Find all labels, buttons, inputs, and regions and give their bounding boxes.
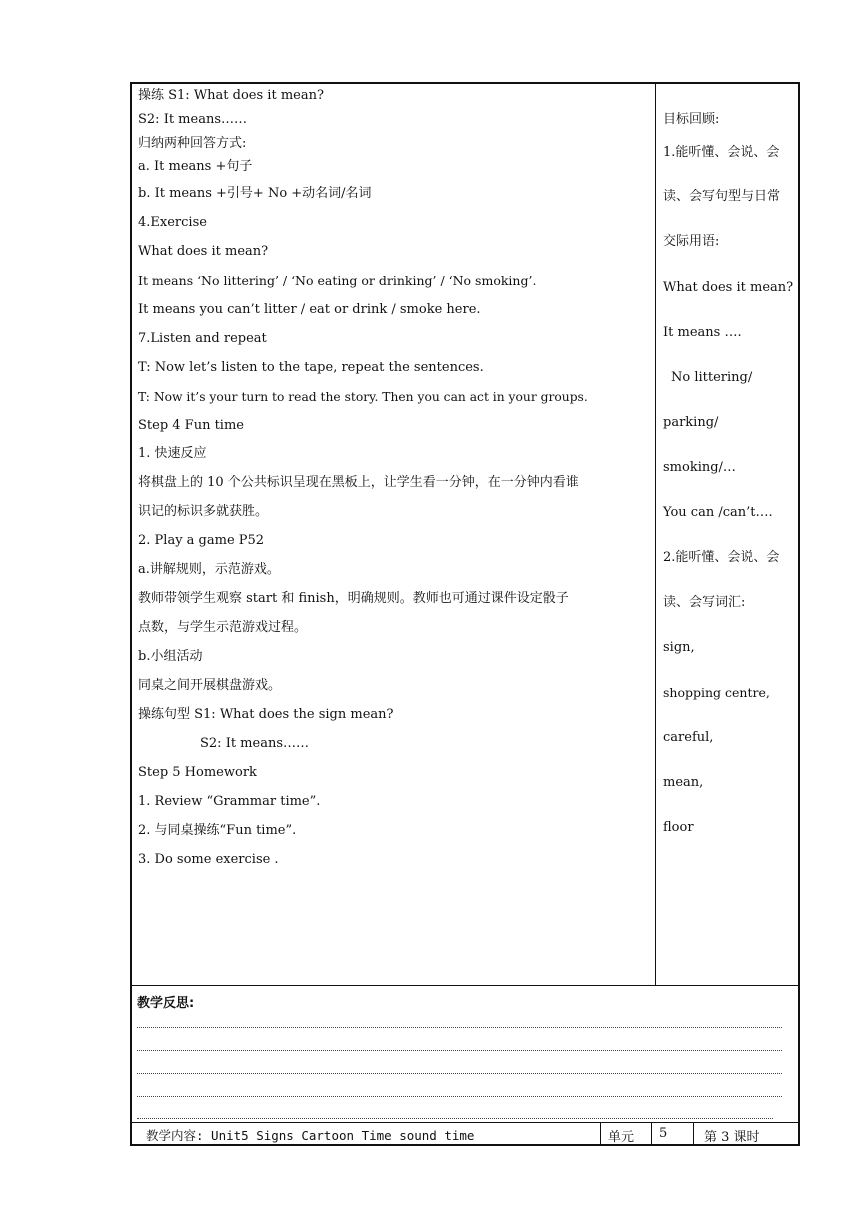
lesson-content: 教学内容: Unit5 Signs Cartoon Time sound time	[146, 1128, 475, 1143]
procedure-line: a. It means +句子	[138, 159, 253, 174]
goal-line: No littering/	[671, 370, 753, 385]
procedure-line: Step 4 Fun time	[138, 418, 244, 433]
procedure-line: b.小组活动	[138, 649, 203, 664]
procedure-line: T: Now it’s your turn to read the story. Then you can act in your groups.	[138, 390, 588, 404]
footer-separator	[651, 1122, 652, 1146]
procedure-line: It means you can’t litter / eat or drink / smoke here.	[138, 302, 481, 317]
procedure-line: Step 5 Homework	[138, 765, 257, 780]
procedure-line: 7.Listen and repeat	[138, 331, 267, 346]
procedure-line: 操练句型 S1: What does the sign mean?	[138, 707, 394, 722]
procedure-line: 教师带领学生观察 start 和 finish，明确规则。教师也可通过课件设定骰子	[138, 591, 569, 606]
reflection-divider	[130, 985, 800, 986]
goal-line: 2.能听懂、会说、会	[663, 550, 780, 565]
footer-separator	[600, 1122, 601, 1146]
goal-line: You can /can’t….	[663, 505, 773, 520]
reflection-writing-line	[137, 1118, 773, 1119]
goal-line: sign,	[663, 640, 695, 655]
procedure-line: 识记的标识多就获胜。	[138, 504, 269, 519]
goal-line: smoking/…	[663, 460, 736, 475]
procedure-line: 将棋盘上的 10 个公共标识呈现在黑板上，让学生看一分钟，在一分钟内看谁	[138, 475, 579, 490]
goal-line: It means ….	[663, 325, 742, 340]
goal-line: 1.能听懂、会说、会	[663, 145, 780, 160]
reflection-writing-line	[137, 1096, 782, 1097]
goal-line: mean,	[663, 775, 704, 790]
reflection-title: 教学反思:	[137, 996, 195, 1011]
procedure-line: 1. 快速反应	[138, 446, 207, 461]
procedure-line: 3. Do some exercise .	[138, 852, 279, 867]
reflection-writing-line	[137, 1073, 782, 1074]
reflection-writing-line	[137, 1050, 782, 1051]
reflection-writing-line	[137, 1027, 782, 1028]
procedure-line: 同桌之间开展棋盘游戏。	[138, 678, 282, 693]
goal-line: parking/	[663, 415, 719, 430]
procedure-line: 1. Review “Grammar time”.	[138, 794, 321, 809]
goal-line: 交际用语:	[663, 234, 720, 249]
goal-line: floor	[663, 820, 694, 835]
column-divider	[655, 82, 656, 986]
procedure-line: What does it mean?	[138, 244, 269, 259]
goal-line: 读、会写句型与日常	[663, 189, 781, 204]
goal-line: careful,	[663, 730, 714, 745]
procedure-line: 4.Exercise	[138, 215, 207, 230]
goal-line: 读、会写词汇:	[663, 595, 746, 610]
procedure-line: T: Now let’s listen to the tape, repeat the sentences.	[138, 360, 484, 375]
goal-line: 目标回顾:	[663, 112, 720, 127]
unit-number: 5	[659, 1126, 668, 1141]
footer-divider	[130, 1122, 800, 1123]
goal-line: shopping centre,	[663, 685, 770, 700]
procedure-line: It means ‘No littering’ / ‘No eating or drinking’ / ‘No smoking’.	[138, 273, 537, 288]
procedure-line: 操练 S1: What does it mean?	[138, 88, 324, 103]
procedure-line: 归纳两种回答方式:	[138, 136, 247, 151]
procedure-line: 2. Play a game P52	[138, 533, 265, 548]
unit-label: 单元	[608, 1130, 635, 1145]
procedure-line: b. It means +引号+ No +动名词/名词	[138, 186, 372, 201]
procedure-line: 2. 与同桌操练“Fun time”.	[138, 823, 297, 838]
procedure-line: S2: It means……	[200, 736, 309, 751]
procedure-line: S2: It means……	[138, 112, 247, 127]
procedure-line: 点数，与学生示范游戏过程。	[138, 620, 308, 635]
procedure-line: a.讲解规则，示范游戏。	[138, 562, 280, 577]
lesson-period: 第 3 课时	[704, 1130, 760, 1145]
footer-separator	[693, 1122, 694, 1146]
goal-line: What does it mean?	[663, 280, 794, 295]
